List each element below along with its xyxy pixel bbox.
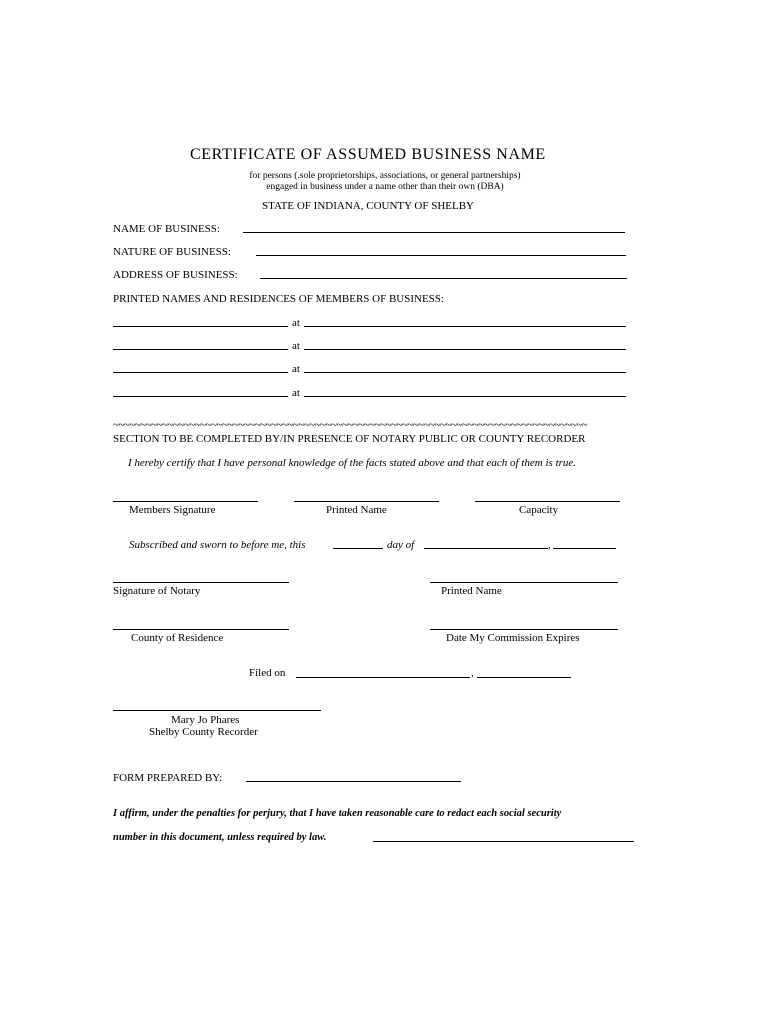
recorder-title: Shelby County Recorder (149, 726, 258, 738)
certify-statement: I hereby certify that I have personal knowledge of the facts stated above and that each of them is true. (128, 457, 577, 469)
printed-name-field[interactable] (294, 501, 439, 502)
form-prepared-by-field[interactable] (246, 781, 461, 782)
state-county-heading: STATE OF INDIANA, COUNTY OF SHELBY (262, 200, 474, 212)
notary-printed-name-label: Printed Name (441, 585, 502, 597)
capacity-label: Capacity (519, 504, 559, 516)
tilde-separator: ~~~~~~~~~~~~~~~~~~~~~~~~~~~~~~~~~~~~~~~~~~~~~~~~~~~~~~~~~~~~~~~~~~~~~~~~~~~~~~~~~~~~~~~ (113, 420, 588, 431)
member-name-field[interactable] (113, 396, 288, 397)
sworn-month-field[interactable] (424, 548, 548, 549)
address-of-business-label: ADDRESS OF BUSINESS: (113, 269, 238, 281)
filed-on-year-field[interactable] (477, 677, 571, 678)
nature-of-business-label: NATURE OF BUSINESS: (113, 246, 231, 258)
member-name-field[interactable] (113, 349, 288, 350)
county-of-residence-label: County of Residence (131, 632, 224, 644)
address-of-business-field[interactable] (260, 278, 627, 279)
signature-of-notary-label: Signature of Notary (113, 585, 201, 597)
members-heading: PRINTED NAMES AND RESIDENCES OF MEMBERS OF BUSINESS: (113, 293, 444, 305)
member-at-label: at (292, 363, 300, 375)
member-residence-field[interactable] (304, 349, 626, 350)
name-of-business-field[interactable] (243, 232, 625, 233)
affirm-line-2: number in this document, unless required by law. (113, 832, 327, 843)
member-name-field[interactable] (113, 326, 288, 327)
member-at-label: at (292, 387, 300, 399)
notary-printed-name-field[interactable] (430, 582, 618, 583)
sworn-day-field[interactable] (333, 548, 383, 549)
member-residence-field[interactable] (304, 396, 626, 397)
member-at-label: at (292, 340, 300, 352)
recorder-name: Mary Jo Phares (171, 714, 240, 726)
capacity-field[interactable] (475, 501, 620, 502)
nature-of-business-field[interactable] (256, 255, 626, 256)
county-of-residence-field[interactable] (113, 629, 289, 630)
subtitle-line-2: engaged in business under a name other than their own (DBA) (266, 182, 504, 192)
filed-on-label: Filed on (249, 667, 286, 679)
recorder-signature-field[interactable] (113, 710, 321, 711)
affirm-line-1: I affirm, under the penalties for perjury, that I have taken reasonable care to redact each social security (113, 808, 562, 819)
sworn-comma: , (548, 539, 551, 551)
member-residence-field[interactable] (304, 372, 626, 373)
sworn-day-of: day of (387, 539, 415, 551)
document-title: CERTIFICATE OF ASSUMED BUSINESS NAME (190, 146, 546, 163)
notary-signature-field[interactable] (113, 582, 289, 583)
member-name-field[interactable] (113, 372, 288, 373)
commission-expires-label: Date My Commission Expires (446, 632, 580, 644)
subtitle-line-1: for persons (.sole proprietorships, associations, or general partnerships) (249, 171, 521, 181)
sworn-year-field[interactable] (553, 548, 616, 549)
member-at-label: at (292, 317, 300, 329)
filed-on-comma: , (471, 667, 474, 679)
affirm-signature-field[interactable] (373, 841, 634, 842)
commission-expires-field[interactable] (430, 629, 618, 630)
members-signature-label: Members Signature (129, 504, 216, 516)
name-of-business-label: NAME OF BUSINESS: (113, 223, 220, 235)
printed-name-label: Printed Name (326, 504, 387, 516)
members-signature-field[interactable] (113, 501, 258, 502)
notary-section-heading: SECTION TO BE COMPLETED BY/IN PRESENCE OF NOTARY PUBLIC OR COUNTY RECORDER (113, 433, 586, 445)
filed-on-date-field[interactable] (296, 677, 470, 678)
member-residence-field[interactable] (304, 326, 626, 327)
sworn-prefix: Subscribed and sworn to before me, this (129, 539, 306, 551)
form-prepared-by-label: FORM PREPARED BY: (113, 772, 223, 784)
